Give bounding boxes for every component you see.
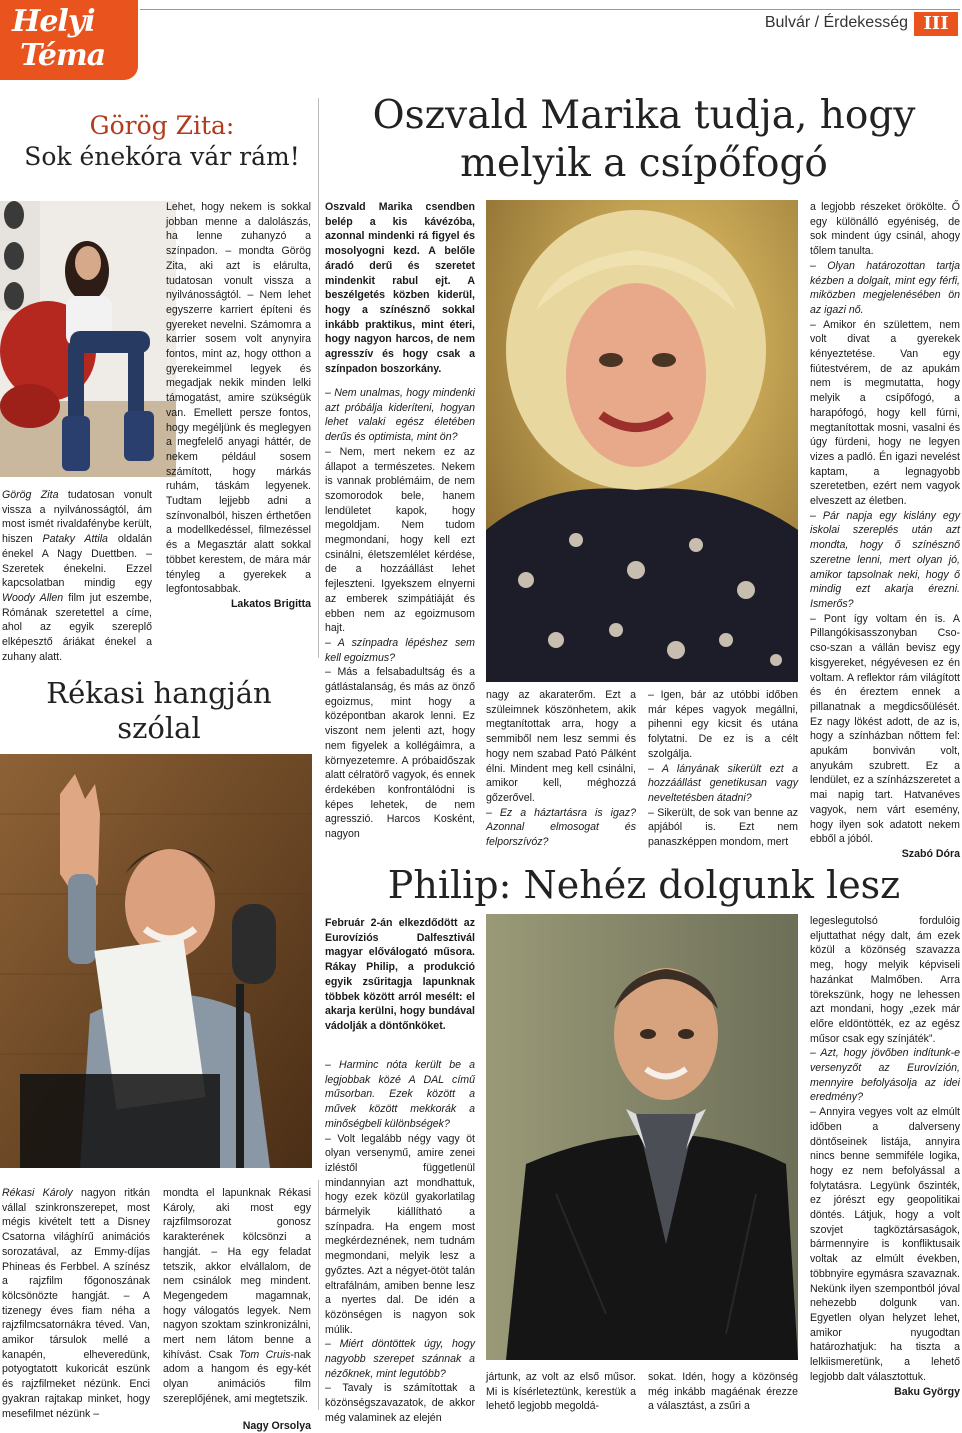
interview-answer: – Tavaly is számítottak a közönségszavazatok, de akkor még valaminek az elején <box>325 1382 475 1424</box>
marika-headline-line-2: melyik a csípőfogó <box>460 141 828 186</box>
interview-answer: – Annyira vegyes volt az elmúlt időben a dalverseny döntőseinek listája, annyira nincs benne semmiféle logika, hogy ez nem befolyással a folytatásra. Legyünk őszinték, ez jórészt egy geopolitikai döntés. Látjuk, hogy a volt szovjet tagköztársaságok, bármennyire is konfliktusaik voltak az elmúlt években, többnyire egymásra szavaznak. Nekünk ilyen szempontból jóval nehezebb dolgunk van. Egyetlen olyan helyzet lehet, amikor nyugodtan határozhatjuk: ha tiszta a lelkiismeretünk, a lehető legjobb dalt választottuk. <box>810 1106 960 1383</box>
interview-answer: – Igen, bár az utóbbi időben már képes vagyok megállni, pihenni egy kicsit és utána folytatni. De ez is a célt szolgálja. <box>648 689 798 760</box>
text-run: mondta el lapunknak Rékasi Károly, aki most egy rajzfilmsorozat gonosz karakterének kölcsönzi a hangját. – Ha egy feladat tetszik, akkor elvállalom, de nem csinálok meg mindent. Megengedem magamnak, hogy válogatós legyek. Nem nagyon szoktam szinkronizálni, mert nem látom benne a kihívást. Csak <box>163 1187 311 1361</box>
philip-column-3 <box>648 1370 798 1414</box>
interview-answer: – Sikerült, de sok van benne az apjából is. Ezt nem panaszképpen mondom, mert <box>648 806 798 849</box>
interview-question: – Miért döntöttek úgy, hogy nagyobb szerepet szánnak a nézőknek, mint legutóbb? <box>325 1338 475 1380</box>
karoly-headline-line-1: Rékasi hangján szólal <box>46 676 272 745</box>
marika-column-1-text <box>325 386 475 842</box>
interview-question: – Nem unalmas, hogy mindenki azt próbálja kideríteni, hogyan lehet valaki egész életében derűs és optimista, mint ön? <box>325 387 475 444</box>
text-run: oldalán énekel A Nagy Duettben. – Szeretek énekelni. Ezzel kapcsolatban mindig egy <box>2 533 152 590</box>
marika-signature: Szabó Dóra <box>901 847 960 860</box>
text-run: Görög Zita <box>2 489 59 501</box>
marika-headline-line-1: Oszvald Marika tudja, hogy <box>372 93 916 138</box>
text-run: Woody Allen <box>2 591 64 604</box>
text-run: nagyon ritkán vállal szinkronszerepet, most mégis kivételt tett a Disney Csatorna világhírű animációs sorozatával, az Emmy-díjas Phineas és Ferbbel. A színész a rajzfilm főgonoszának kölcsönözte hangját. – A tizenegy éves fiam néha a rajzfilmcsatornákra téved. Van, amikor társulok mellé a kanapén, elheveredünk, potyogtatott kukoricát eszünk és rajzfilmeket nézünk. Enci gyakran rajtakap minket, hogy mesefilmet nézünk – <box>2 1187 150 1420</box>
zita-headline-line-2: Sok énekóra vár rám! <box>24 142 300 171</box>
philip-lead <box>325 916 475 1034</box>
philip-lead-text: Február 2-án elkezdődött az Eurovíziós Dalfesztivál magyar előválogató műsora. Rákay Philip, a produkció egyik zsűritagja lapunknak többek között arról mesélt: el akarja kerülni, hogy bundával vádolják a döntőnköket. <box>325 917 475 1032</box>
interview-question: – Azt, hogy jövőben indítunk-e versenyzőt az Eurovízión, mennyire befolyásolja az idei eredmény? <box>810 1047 960 1104</box>
marika-column-1 <box>325 386 475 842</box>
karoly-caption <box>2 1186 150 1421</box>
marika-column-3 <box>648 688 798 850</box>
interview-question: – Ez a háztartásra is igaz? Azonnal elmosogat és felporszívóz? <box>486 806 636 849</box>
interview-answer: – Más a felsabadultság és a gátlástalanság, és más az önző egoizmus, mint hogy a középontban akarok lenni. Ez viszont nem jelenti azt, hogy nem figyelek a kollégáimra, a környezetemre. A próbaidőszak alatt célratörő vagyok, és ennek érdekében konfrontálódni is képes lehetek, de nem agresszió. Harcos Kosként, nagyon <box>325 666 475 841</box>
page-number-box <box>914 12 958 36</box>
text-run: Tom Cruis <box>238 1348 291 1361</box>
zita-column <box>166 200 311 612</box>
philip-signature: Baku György <box>894 1385 960 1398</box>
marika-column-3-text <box>648 688 798 850</box>
text-run: Pataky Attila <box>42 533 108 546</box>
philip-column-2-text: jártunk, az volt az első műsor. Mi is kísérleteztünk, kerestük a lehető legjobb megoldá- <box>486 1371 636 1413</box>
interview-question: – Harminc nóta került be a legjobbak közé A DAL című műsorban. Ezek között a művek között mekkorák a minőségbeli különbségek? <box>325 1059 475 1130</box>
logo-line-1: Helyi <box>12 4 95 39</box>
interview-answer: legeslegutolsó fordulóig eljuttathat négy dalt, ám ezek közül a közönség szavazza meg, hogy melyik képviseli hazánkat Malmőben. Arra törekszünk, hogy ne lehessen azt mondani, hogy „ezek már előre eldöntötték, ez az egész műsor csak egy színjáték”. <box>810 915 960 1045</box>
column-divider <box>318 1180 319 1410</box>
interview-answer: – Pont így voltam én is. A Pillangókisasszonyban Cso-cso-szan a vállán bevisz egy kisgyereket, négyévesen ez én voltam. A reflektor rám világított és én éreztem ennek a pillanatnak a megdicsőülését. Ez nagy lökést adott, de az is, hogy a színházban nőttem fel: apukám bonviván volt, anyukám szubrett. Ez a lendület, ez a színházszeretet a mai napig tart. Hatvanéves vagyok, nem várt esemény, hogy ilyen sok adatott nekem ebből a jóból. <box>810 612 960 846</box>
logo-line-2: Téma <box>20 38 106 73</box>
marika-lead-text: Oszvald Marika csendben belép a kis kávézóba, azonnal mindenki rá figyel és mosolyogni kezd. A belőle áradó derű és szeretet mindenkit rabul ejt. A beszélgetés közben kiderül, hogy a színésznő sokkal inkább praktikus, mint éteri, hogy nagyon harcos, de nem agresszív és hogy csak a színpadon boszorkány. <box>325 201 475 375</box>
philip-headline: Philip: Nehéz dolgunk lesz <box>387 863 901 907</box>
philip-column-4-text <box>810 914 960 1385</box>
karoly-photo-illustration <box>0 754 312 1168</box>
karoly-column-text <box>163 1186 311 1407</box>
interview-answer: nagy az akaraterőm. Ezt a szüleimnek köszönhetem, akik megtanítottak arra, hogy a semmiből nem lesz semmi és hogy nem szabad Pató Pálként élni. Mindent meg kell csinálni, amikor kell, méghozzá gőzerővel. <box>486 689 636 804</box>
philip-photo <box>486 914 798 1360</box>
text-run: -nak adom a hangom és egy-két olyan animációs film szereplőjének, ami megtetszik. <box>163 1348 311 1405</box>
text-run: film jut eszembe, Rómának szeretettel a címe, ahol az egyik szereplő elképesztő áriákat énekel a zuhany alatt. <box>2 591 152 663</box>
karoly-photo <box>0 754 312 1168</box>
interview-question: – A lányának sikerült ezt a hozzáállást genetikusan vagy neveltetésben átadni? <box>648 762 798 804</box>
zita-signature: Lakatos Brigitta <box>230 597 311 610</box>
philip-column-2 <box>486 1370 636 1414</box>
page-number: III <box>923 13 949 34</box>
interview-question: – Pár napja egy kislány egy iskolai szereplés után azt mondta, hogy ő színésznő szeretne lenni, mert olyan jó, amikor tapsolnak neki, hogy ő mindig ezt akarja érezni. Ismerős? <box>810 509 960 610</box>
masthead-logo <box>0 0 138 80</box>
section-label: Bulvár / Érdekesség <box>764 14 908 31</box>
header-rule <box>140 9 960 10</box>
marika-column-4 <box>810 200 960 862</box>
marika-headline <box>326 92 962 188</box>
marika-column-4-text <box>810 200 960 847</box>
interview-answer: – Volt legalább négy vagy öt olyan versenymű, amire zenei izléstől függetlenül mindannyian azt mondhattuk, hogy ezek közül gyakorlatilag bármelyik kiállítható a színpadra. Ha engem most megkérdeznének, nem tudnám megmondani, melyik lesz a győztes. Azt a négyet-ötöt talán eltrafálnám, amiben benne lesz a nyertes dal. De idén a közönségen is nagyon sok múlik. <box>325 1132 475 1336</box>
zita-photo-illustration <box>0 201 176 477</box>
zita-caption-text <box>2 488 152 664</box>
marika-column-2-text <box>486 688 636 850</box>
zita-headline <box>14 110 310 172</box>
zita-photo <box>0 201 176 477</box>
marika-column-2 <box>486 688 636 850</box>
philip-column-4 <box>810 914 960 1399</box>
text-run: Rékasi Károly <box>2 1187 73 1199</box>
karoly-column <box>163 1186 311 1433</box>
marika-lead <box>325 200 475 376</box>
philip-photo-illustration <box>486 914 798 1360</box>
interview-question: – Olyan határozottan tartja kézben a dolgait, mint egy férfi, miközben megjelenésében ön az igazi nő. <box>810 259 960 316</box>
zita-column-text: Lehet, hogy nekem is sokkal jobban menne a dalolászás, ha lenne zuhanyzó a színpadon. – mondta Görög Zita, aki azt is elárulta, tudatosan vonult vissza a nyilvánosságtól. – Nem lehet egyszerre karriert építeni és gyereket nevelni. Számomra a karrier sosem volt anynyira fontos, mint az, hogy otthon a gyerekeimmel legyek és megadjak nekik minden lelki támogatást, amire szükségük van. Emellett persze fontos, hogy megéljünk és meglegyen a megfelelő anyagi háttér, de nekem például sosem számított, hogy márkás ruhám, táskám legyenek. Tudtam lejjebb adni a színvonalból, hiszen érthetően a modellkedéssel, filmezéssel és a Megasztár alatt sokkal többet kerestem, de mára már tényleg a gyerekek a legfontosabbak. <box>166 201 311 596</box>
interview-answer: – Amikor én születtem, nem volt divat a gyerekek kényeztetése. Van egy fiútestvérem, de az apukám nem is megmutatta, hogy melyik a csípőfogó, a harapófogó, hogy kell fúrni, megtanítottak mosni, vasalni és úgy fürdeni, hogy ne legyen vizes a padló. Én igazi nevelést kaptam, a legnagyobb szeretetben, ezért nem vagyok elveszett az életben. <box>810 318 960 508</box>
karoly-caption-text <box>2 1186 150 1421</box>
marika-photo <box>486 200 798 682</box>
column-divider <box>318 98 319 658</box>
interview-answer: a legjobb részeket örökölte. Ő egy különálló egyéniség, de sok mindent úgy csinál, ahogy tőlem tanulta. <box>810 201 960 258</box>
karoly-signature: Nagy Orsolya <box>242 1419 311 1432</box>
text-run: tudatosan vonult vissza a nyilvánosságtól, ám most ismét rivaldafénybe került, hiszen <box>2 489 152 546</box>
philip-column-1-text <box>325 1058 475 1426</box>
interview-question: – A színpadra lépéshez sem kell egoizmus? <box>325 636 475 664</box>
interview-answer: – Nem, mert nekem ez az állapot a természetes. Nekem is vannak problémáim, de nem szomorodok bele, hanem lendületet kapok, hogy megoldjam. Nem tudom megmondani, hogy kell ezt csinálni, életszemlélet kérdése, de a hozzáállást lehet fejleszteni. Igyekszem elnyerni az emberek szimpátiáját és ebben nem az egoizmusom hajt. <box>325 445 475 635</box>
zita-caption <box>2 488 152 664</box>
zita-headline-line-1: Görög Zita: <box>89 111 235 140</box>
philip-column-1 <box>325 1058 475 1426</box>
philip-column-3-text: sokat. Idén, hogy a közönség még inkább magáénak érezze a választást, a zsűri a <box>648 1371 798 1413</box>
marika-photo-illustration <box>486 200 798 682</box>
